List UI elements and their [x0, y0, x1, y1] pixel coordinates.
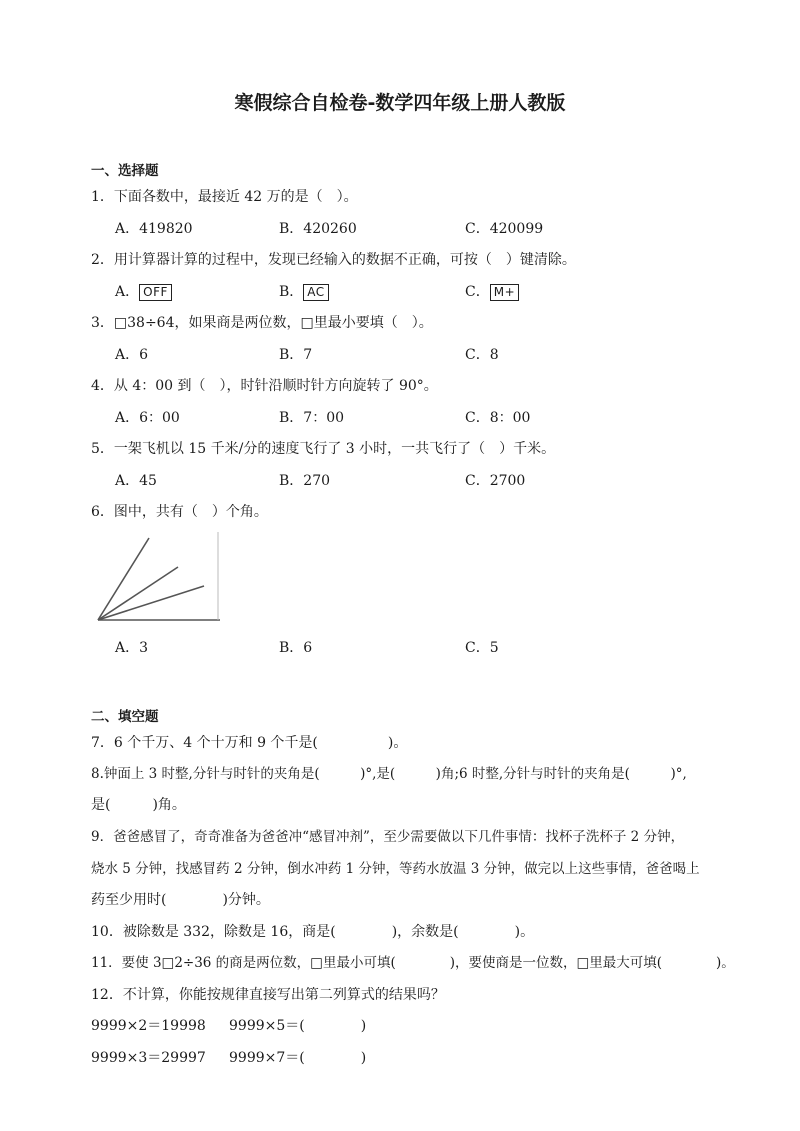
- question-6-text: 6．图中，共有（ ）个角。: [91, 504, 268, 520]
- q12-row2-col2: 9999×7＝( ): [229, 1050, 367, 1066]
- q1-option-b: B．420260: [279, 221, 357, 237]
- question-2-text: 2．用计算器计算的过程中，发现已经输入的数据不正确，可按（ ）键清除。: [91, 252, 576, 268]
- question-5-text: 5．一架飞机以 15 千米/分的速度飞行了 3 小时，一共飞行了（ ）千米。: [91, 441, 556, 457]
- question-7-text: 7．6 个千万、4 个十万和 9 个千是( )。: [91, 735, 408, 751]
- q1-option-a: A．419820: [115, 221, 193, 237]
- ac-key-icon: AC: [303, 284, 328, 301]
- off-key-icon: OFF: [139, 284, 172, 301]
- ray-shallow: [98, 586, 204, 620]
- page-title: 寒假综合自检卷-数学四年级上册人教版: [234, 92, 566, 114]
- question-12-text: 12．不计算，你能按规律直接写出第二列算式的结果吗？: [91, 987, 445, 1003]
- ray-middle: [98, 567, 178, 620]
- question-9-line-3: 药至少用时( )分钟。: [91, 892, 270, 908]
- question-3-text: 3．□38÷64，如果商是两位数，□里最小要填（ ）。: [91, 315, 433, 331]
- question-9-line-1: 9．爸爸感冒了，奇奇准备为爸爸冲“感冒冲剂”，至少需要做以下几件事情：找杯子洗杯子 2 分钟，: [91, 829, 685, 845]
- question-11-text: 11．要使 3□2÷36 的商是两位数，□里最小可填( )，要使商是一位数，□里最大可填( )。: [91, 955, 735, 971]
- q6-option-a: A．3: [115, 640, 149, 656]
- section-heading-fill: 二、填空题: [91, 709, 159, 725]
- section-heading-choice: 一、选择题: [91, 163, 159, 179]
- q2-option-a: [115, 283, 172, 301]
- question-10-text: 10．被除数是 332，除数是 16，商是( )，余数是( )。: [91, 924, 535, 940]
- question-8-line-1: 8.钟面上 3 时整,分针与时针的夹角是( )°,是( )角;6 时整,分针与时针的夹角是( )°,: [91, 766, 687, 782]
- m-plus-key-icon: M+: [490, 284, 519, 301]
- q3-option-b: B．7: [279, 347, 313, 363]
- question-1-text: 1．下面各数中，最接近 42 万的是（ ）。: [91, 189, 358, 205]
- q6-option-c: C．5: [465, 640, 499, 656]
- q4-option-a: A．6：00: [115, 410, 180, 426]
- q2-option-c-prefix: C．: [465, 284, 490, 300]
- question-9-line-2: 烧水 5 分钟，找感冒药 2 分钟，倒水冲药 1 分钟，等药水放温 3 分钟，做完以上这些事情，爸爸喝上: [91, 861, 700, 877]
- q12-row1-col2: 9999×5＝( ): [229, 1018, 367, 1034]
- q12-row2-col1: 9999×3＝29997: [91, 1050, 206, 1066]
- ray-steep: [98, 538, 149, 620]
- q3-option-c: C．8: [465, 347, 499, 363]
- q2-option-c: [465, 283, 519, 301]
- q5-option-a: A．45: [115, 473, 157, 489]
- q4-option-b: B．7：00: [279, 410, 345, 426]
- angle-figure: [90, 530, 225, 625]
- question-8-line-2: 是( )角。: [91, 797, 186, 813]
- q5-option-c: C．2700: [465, 473, 526, 489]
- q2-option-b-prefix: B．: [279, 284, 304, 300]
- q1-option-c: C．420099: [465, 221, 544, 237]
- question-4-text: 4．从 4：00 到（ ），时针沿顺时针方向旋转了 90°。: [91, 378, 438, 394]
- q12-row1-col1: 9999×2＝19998: [91, 1018, 206, 1034]
- q5-option-b: B．270: [279, 473, 331, 489]
- q6-option-b: B．6: [279, 640, 313, 656]
- q2-option-b: [279, 283, 329, 301]
- q3-option-a: A．6: [115, 347, 149, 363]
- q4-option-c: C．8：00: [465, 410, 531, 426]
- q2-option-a-prefix: A．: [115, 284, 140, 300]
